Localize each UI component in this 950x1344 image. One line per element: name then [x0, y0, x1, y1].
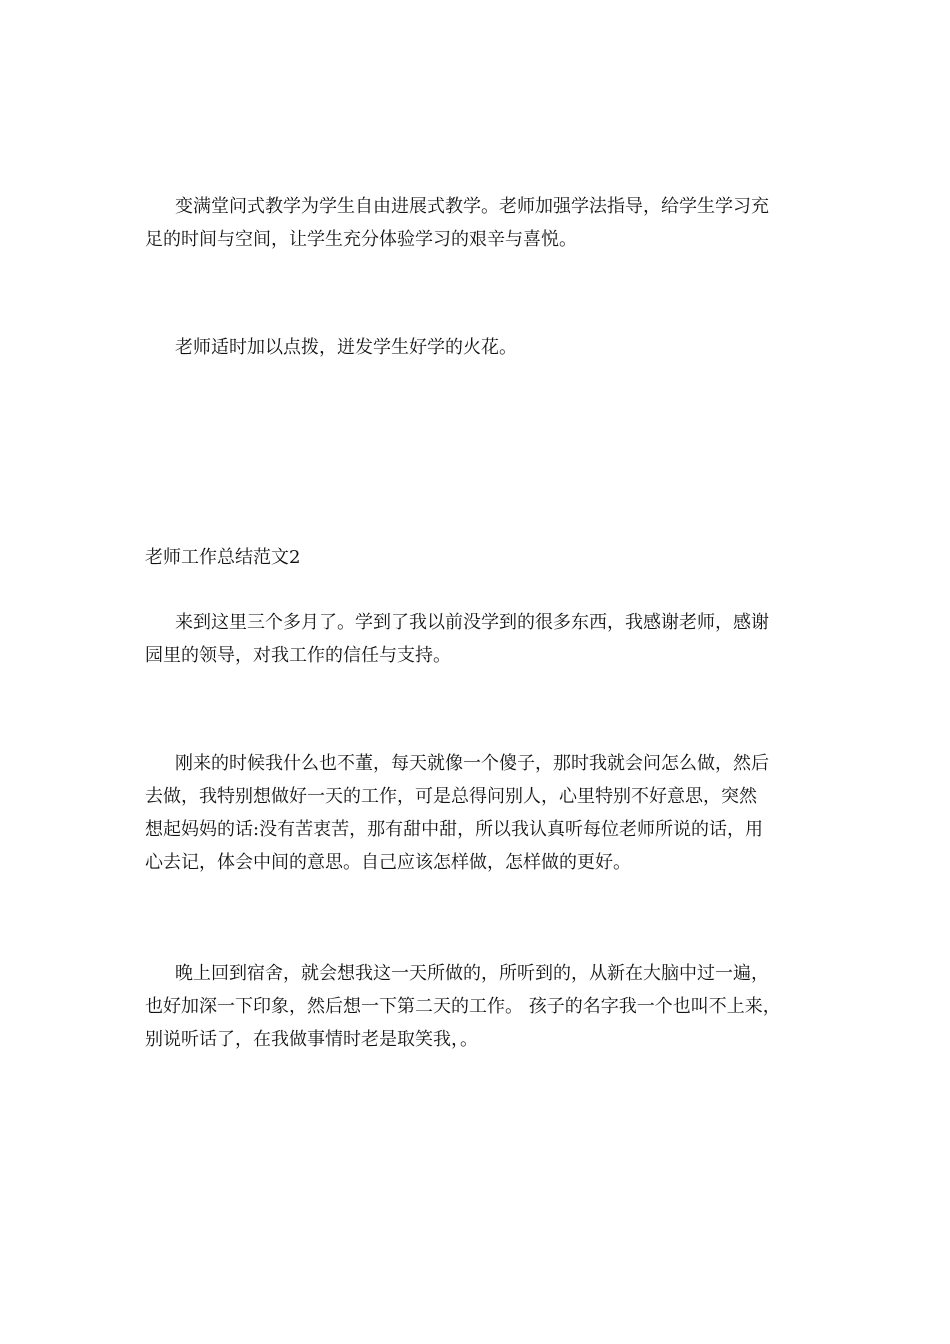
- paragraph-5: [145, 957, 810, 1056]
- paragraph-4: [145, 747, 810, 879]
- paragraph-line: 心去记，体会中间的意思。自己应该怎样做，怎样做的更好。: [145, 852, 631, 873]
- paragraph-2: [145, 331, 810, 364]
- paragraph-line: 晚上回到宿舍，就会想我这一天所做的，所听到的，从新在大脑中过一遍，: [175, 963, 769, 984]
- paragraph-line: 别说听话了，在我做事情时老是取笑我，。: [145, 1029, 478, 1050]
- paragraph-line: 足的时间与空间，让学生充分体验学习的艰辛与喜悦。: [145, 229, 577, 250]
- paragraph-line: 也好加深一下印象，然后想一下第二天的工作。 孩子的名字我一个也叫不上来，: [145, 996, 781, 1017]
- paragraph-3: [145, 606, 810, 672]
- paragraph-line: 来到这里三个多月了。学到了我以前没学到的很多东西，我感谢老师，感谢: [175, 612, 769, 633]
- paragraph-1: [145, 190, 810, 256]
- paragraph-line: 刚来的时候我什么也不董，每天就像一个傻子，那时我就会问怎么做，然后: [175, 753, 769, 774]
- paragraph-line: 想起妈妈的话:没有苦衷苦，那有甜中甜，所以我认真听每位老师所说的话，用: [145, 819, 764, 840]
- section-heading: 老师工作总结范文2: [145, 547, 301, 568]
- paragraph-line: 园里的领导，对我工作的信任与支持。: [145, 645, 451, 666]
- paragraph-line: 去做，我特别想做好一天的工作，可是总得问别人，心里特别不好意思，突然: [145, 786, 757, 807]
- paragraph-line: 变满堂问式教学为学生自由进展式教学。老师加强学法指导，给学生学习充: [175, 196, 769, 217]
- paragraph-line: 老师适时加以点拨，迸发学生好学的火花。: [175, 337, 517, 358]
